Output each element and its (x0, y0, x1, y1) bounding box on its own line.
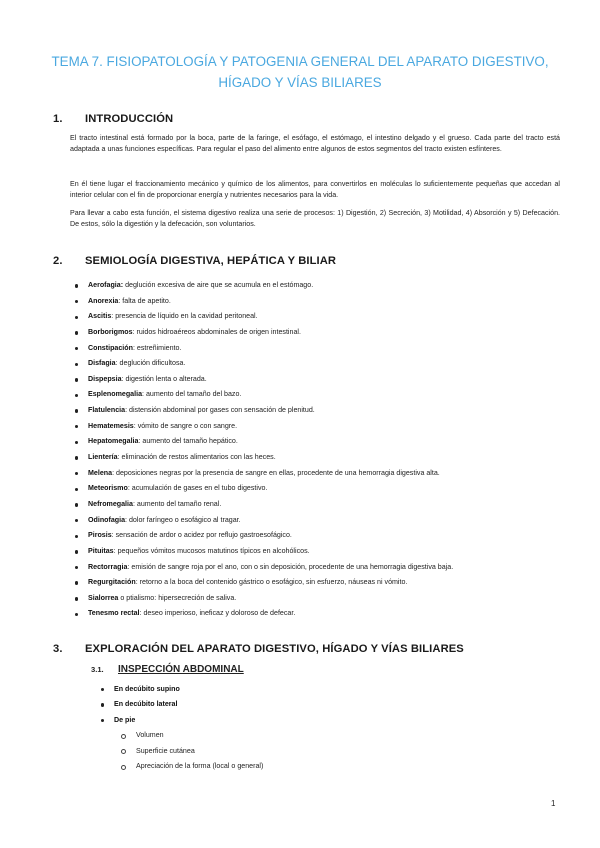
list-item: Borborigmos: ruidos hidroaéreos abdominales de origen intestinal. (72, 325, 453, 341)
list-item: Tenesmo rectal: deseo imperioso, ineficaz y doloroso de defecar. (72, 606, 453, 622)
list-item: Pituitas: pequeños vómitos mucosos matutinos típicos en alcohólicos. (72, 544, 453, 560)
inspection-positions-list (98, 682, 180, 728)
section-number: 1. (53, 113, 63, 125)
list-item: De pie (98, 713, 180, 728)
list-item: Rectorragia: emisión de sangre roja por el ano, con o sin deposición, procedente de una hemorragia digestiva baja. (72, 560, 453, 576)
section-number: 2. (53, 255, 63, 267)
section-heading-exploracion (53, 643, 464, 655)
list-item: Disfagia: deglución dificultosa. (72, 356, 453, 372)
list-item: Apreciación de la forma (local o general) (119, 759, 263, 775)
section-number: 3. (53, 643, 63, 655)
list-item: Regurgitación: retorno a la boca del contenido gástrico o esofágico, sin esfuerzo, náuseas ni vómito. (72, 575, 453, 591)
paragraph: En él tiene lugar el fraccionamiento mecánico y químico de los alimentos, para convertirlos en moléculas lo suficientemente pequeñas que accedan al interior celular con el fin de proporcionar energía y nutrientes necesarios para la vida. (70, 180, 560, 199)
list-item: En decúbito supino (98, 682, 180, 697)
section-title: SEMIOLOGÍA DIGESTIVA, HEPÁTICA Y BILIAR (85, 255, 337, 267)
semiology-terms-list (72, 278, 453, 622)
section-title: EXPLORACIÓN DEL APARATO DIGESTIVO, HÍGADO Y VÍAS BILIARES (85, 643, 464, 655)
list-item: Anorexia: falta de apetito. (72, 294, 453, 310)
list-item: Flatulencia: distensión abdominal por gases con sensación de plenitud. (72, 403, 453, 419)
section-title: INTRODUCCIÓN (85, 113, 174, 125)
list-item: Hematemesis: vómito de sangre o con sangre. (72, 419, 453, 435)
section-heading-semiologia (53, 255, 336, 267)
list-item: Aerofagia: deglución excesiva de aire que se acumula en el estómago. (72, 278, 453, 294)
paragraph: Para llevar a cabo esta función, el sistema digestivo realiza una serie de procesos: 1) Digestión, 2) Secreción, 3) Motilidad, 4) Absorción y 5) Defecación. De estos, sólo la digestión y la defecación, son voluntarios. (70, 209, 560, 228)
list-item: Sialorrea o ptialismo: hipersecreción de saliva. (72, 591, 453, 607)
list-item: Volumen (119, 728, 263, 744)
title-line-2: HÍGADO Y VÍAS BILIARES (218, 75, 382, 90)
list-item: Melena: deposiciones negras por la presencia de sangre en ellas, procedente de una hemorragia digestiva alta. (72, 466, 453, 482)
page-number: 1 (551, 799, 556, 808)
list-item: Meteorismo: acumulación de gases en el tubo digestivo. (72, 481, 453, 497)
subsection-title: INSPECCIÓN ABDOMINAL (118, 664, 244, 675)
list-item: En decúbito lateral (98, 697, 180, 712)
list-item: Dispepsia: digestión lenta o alterada. (72, 372, 453, 388)
inspection-subitems-list (119, 728, 263, 775)
document-title (40, 51, 560, 93)
subsection-heading-inspeccion (91, 664, 244, 675)
subsection-number: 3.1. (91, 665, 104, 674)
section-heading-introduccion (53, 113, 173, 125)
list-item: Odinofagia: dolor faríngeo o esofágico al tragar. (72, 513, 453, 529)
list-item: Lientería: eliminación de restos alimentarios con las heces. (72, 450, 453, 466)
list-item: Superficie cutánea (119, 744, 263, 760)
paragraph: El tracto intestinal está formado por la boca, parte de la faringe, el esófago, el estómago, el intestino delgado y el grueso. Cada parte del tracto está adaptada a unas funciones específicas. Para regular el paso del alimento entre algunos de estos segmentos del tracto existen esfínteres. (70, 134, 560, 153)
list-item: Esplenomegalia: aumento del tamaño del bazo. (72, 387, 453, 403)
list-item: Hepatomegalia: aumento del tamaño hepático. (72, 434, 453, 450)
list-item: Nefromegalia: aumento del tamaño renal. (72, 497, 453, 513)
title-line-1: TEMA 7. FISIOPATOLOGÍA Y PATOGENIA GENERAL DEL APARATO DIGESTIVO, (51, 54, 549, 69)
list-item: Constipación: estreñimiento. (72, 341, 453, 357)
list-item: Pirosis: sensación de ardor o acidez por reflujo gastroesofágico. (72, 528, 453, 544)
list-item: Ascitis: presencia de líquido en la cavidad peritoneal. (72, 309, 453, 325)
